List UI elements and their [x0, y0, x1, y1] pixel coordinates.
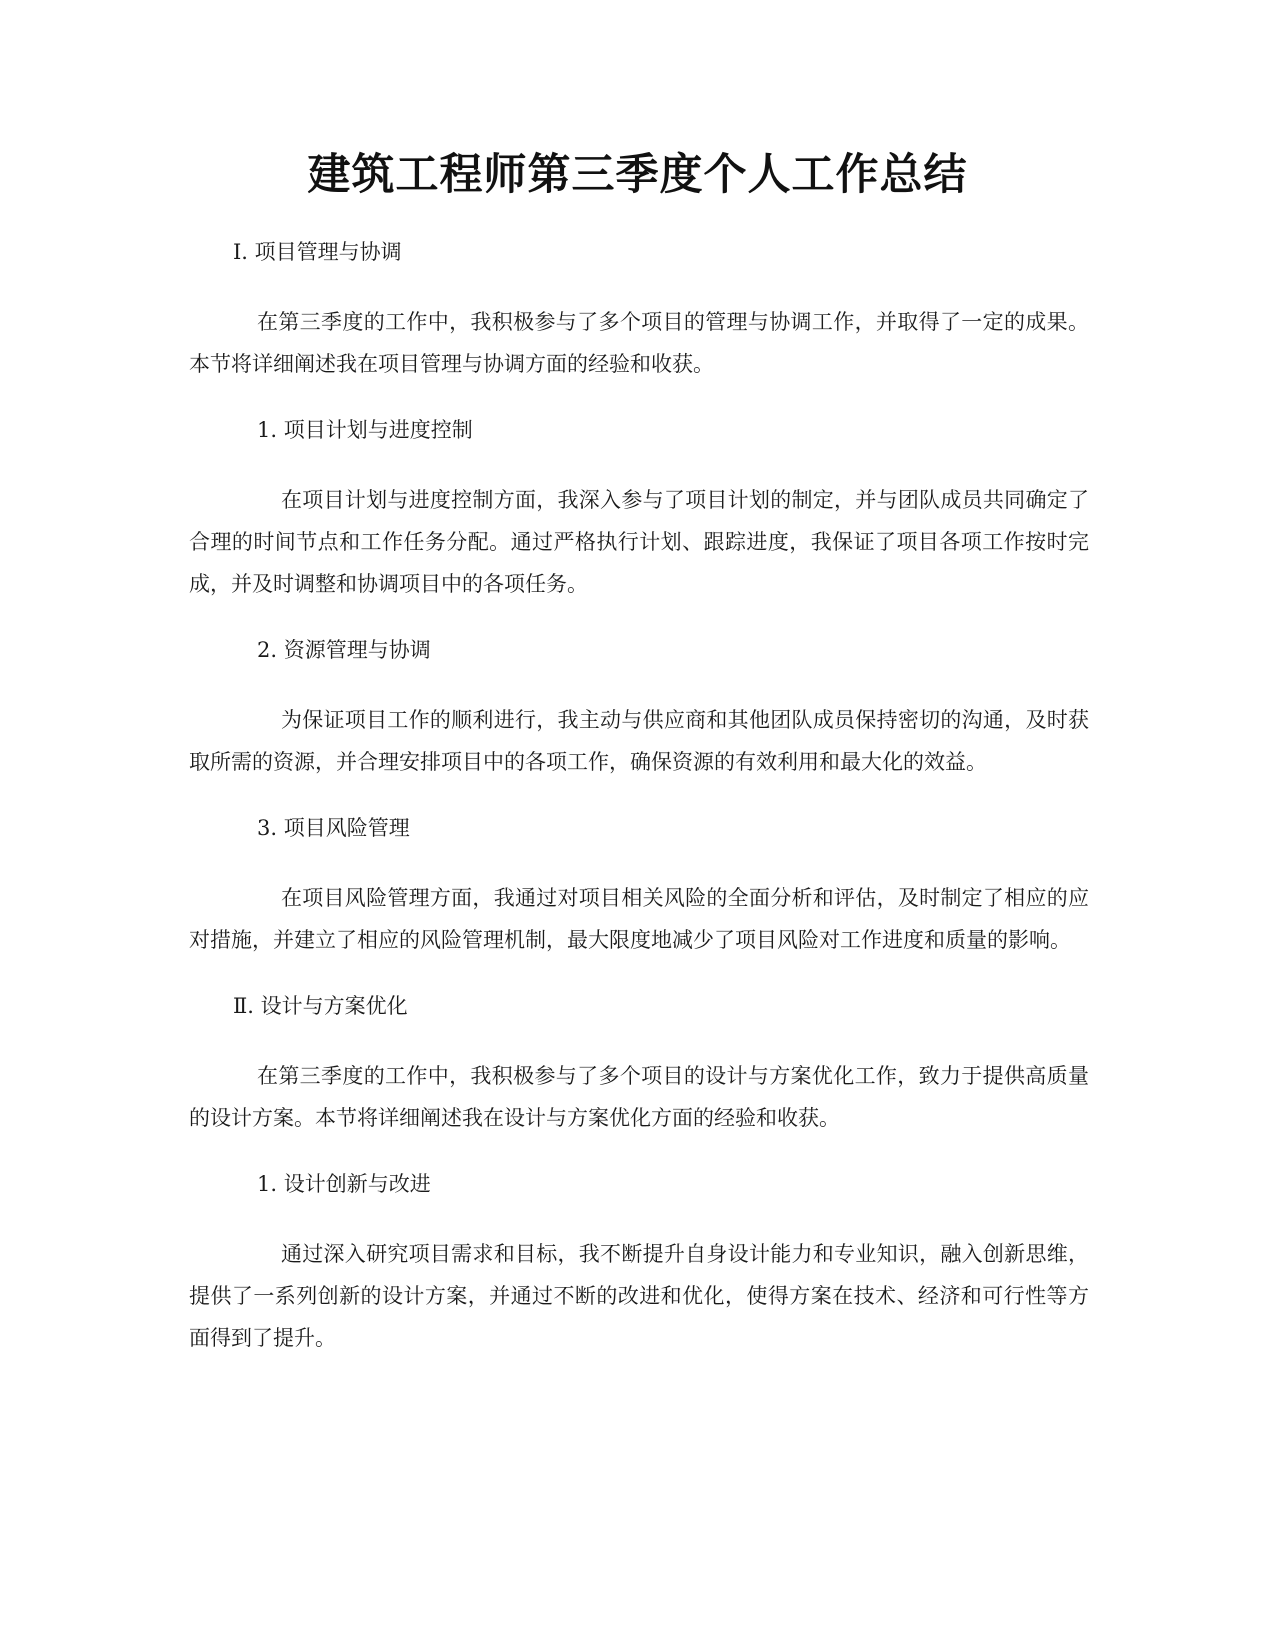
subsection-paragraph: 通过深入研究项目需求和目标，我不断提升自身设计能力和专业知识，融入创新思维，提供了一系列创新的设计方案，并通过不断的改进和优化，使得方案在技术、经济和可行性等方面得到了提升。 [189, 1242, 1089, 1350]
document-body [189, 237, 1089, 1359]
document-title: 建筑工程师第三季度个人工作总结 [307, 150, 968, 200]
subsection-heading: 1. 项目计划与进度控制 [257, 418, 473, 442]
subsection-heading: 3. 项目风险管理 [257, 816, 410, 840]
section-heading: Ⅱ. 设计与方案优化 [233, 994, 408, 1018]
subsection-paragraph: 为保证项目工作的顺利进行，我主动与供应商和其他团队成员保持密切的沟通，及时获取所需的资源，并合理安排项目中的各项工作，确保资源的有效利用和最大化的效益。 [189, 708, 1089, 774]
section-heading: I. 项目管理与协调 [233, 240, 402, 264]
subsection-paragraph: 在项目计划与进度控制方面，我深入参与了项目计划的制定，并与团队成员共同确定了合理的时间节点和工作任务分配。通过严格执行计划、跟踪进度，我保证了项目各项工作按时完成，并及时调整和协调项目中的各项任务。 [189, 488, 1089, 596]
subsection-heading: 2. 资源管理与协调 [257, 638, 431, 662]
subsection-paragraph: 在项目风险管理方面，我通过对项目相关风险的全面分析和评估，及时制定了相应的应对措施，并建立了相应的风险管理机制，最大限度地减少了项目风险对工作进度和质量的影响。 [189, 886, 1089, 952]
section-intro-paragraph: 在第三季度的工作中，我积极参与了多个项目的管理与协调工作，并取得了一定的成果。本节将详细阐述我在项目管理与协调方面的经验和收获。 [189, 310, 1089, 376]
subsection-heading: 1. 设计创新与改进 [257, 1172, 431, 1196]
section-intro-paragraph: 在第三季度的工作中，我积极参与了多个项目的设计与方案优化工作，致力于提供高质量的设计方案。本节将详细阐述我在设计与方案优化方面的经验和收获。 [189, 1064, 1089, 1130]
